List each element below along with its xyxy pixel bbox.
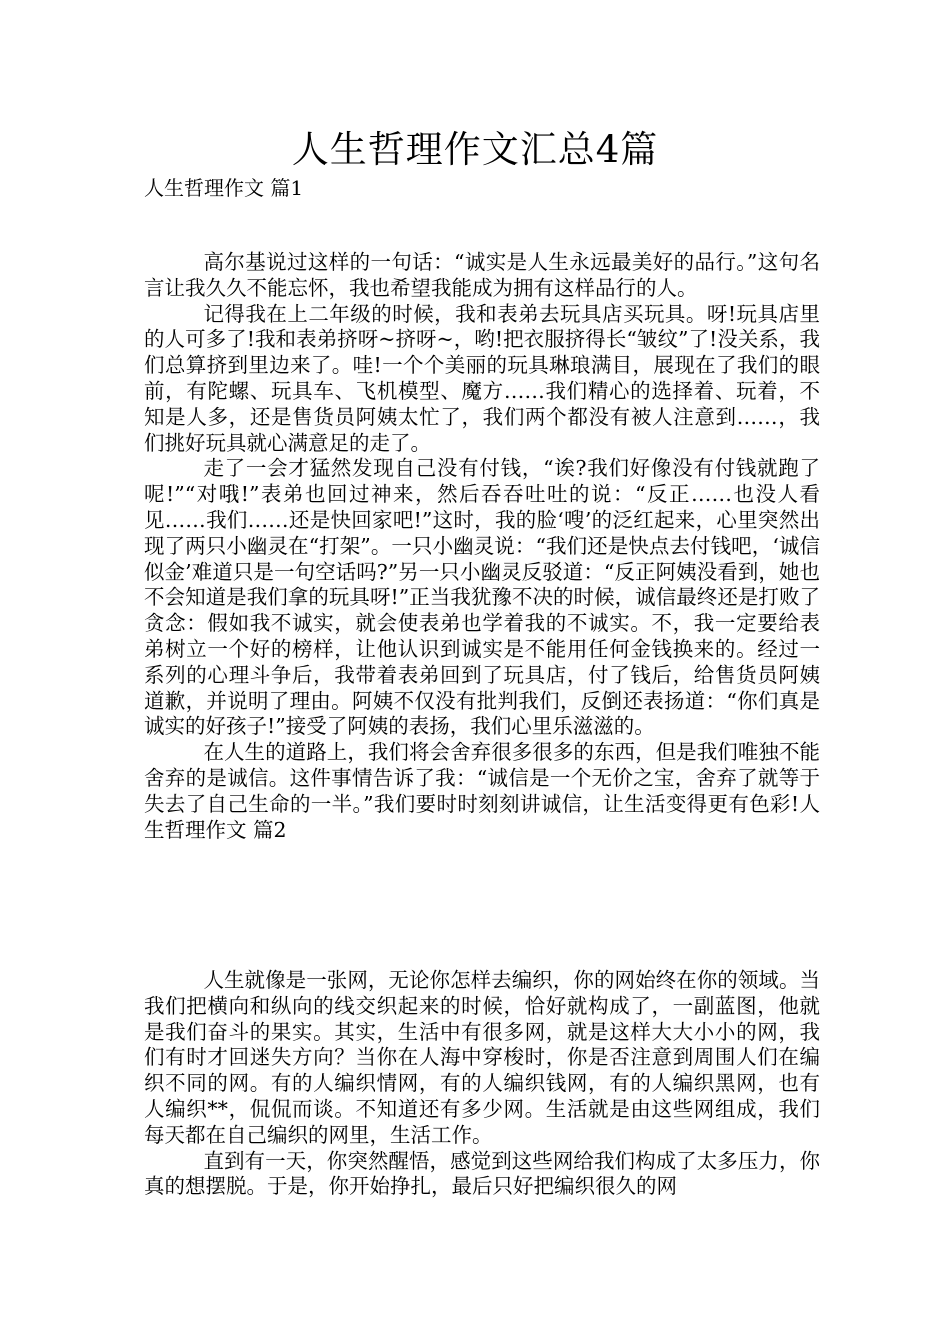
section-1-heading: 人生哲理作文 篇1 bbox=[144, 176, 304, 200]
paragraph: 走了一会才猛然发现自己没有付钱，“诶?我们好像没有付钱就跑了呢!”“对哦!”表弟也回过神来，然后吞吞吐吐的说：“反正……也没人看见……我们……还是快回家吧!”这时，我的脸‘嗖’的泛红起来，心里突然出现了两只小幽灵在“打架”。一只小幽灵说：“我们还是快点去付钱吧，‘诚信似金’难道只是一句空话吗?”另一只小幽灵反驳道：“反正阿姨没看到，她也不会知道是我们拿的玩具呀!”正当我犹豫不决的时候，诚信最终还是打败了贪念：假如我不诚实，就会使表弟也学着我的不诚实。不，我一定要给表弟树立一个好的榜样，让他认识到诚实是不能用任何金钱换来的。经过一系列的心理斗争后，我带着表弟回到了玩具店，付了钱后，给售货员阿姨道歉，并说明了理由。阿姨不仅没有批判我们，反倒还表扬道：“你们真是诚实的好孩子!”接受了阿姨的表扬，我们心里乐滋滋的。 bbox=[144, 456, 820, 739]
paragraph: 记得我在上二年级的时候，我和表弟去玩具店买玩具。呀!玩具店里的人可多了!我和表弟挤呀~挤呀~，哟!把衣服挤得长“皱纹”了!没关系，我们总算挤到里边来了。哇!一个个美丽的玩具琳琅满目，展现在了我们的眼前，有陀螺、玩具车、飞机模型、魔方……我们精心的选择着、玩着，不知是人多，还是售货员阿姨太忙了，我们两个都没有被人注意到……，我们挑好玩具就心满意足的走了。 bbox=[144, 301, 820, 455]
paragraph-text: 在人生的道路上，我们将会舍弃很多很多的东西，但是我们唯独不能舍弃的是诚信。这件事情告诉了我：“诚信是一个无价之宝，舍弃了就等于失去了自己生命的一半。”我们要时时刻刻讲诚信，让生活变得更有色彩! bbox=[144, 740, 820, 816]
document-title: 人生哲理作文汇总4篇 bbox=[291, 128, 659, 171]
paragraph: 直到有一天，你突然醒悟，感觉到这些网给我们构成了太多压力，你真的想摆脱。于是，你开始挣扎，最后只好把编织很久的网 bbox=[144, 1148, 820, 1199]
paragraph: 高尔基说过这样的一句话：“诚实是人生永远最美好的品行。”这句名言让我久久不能忘怀，我也希望我能成为拥有这样品行的人。 bbox=[144, 250, 820, 300]
section-2-heading: 人生哲理作文 篇2 bbox=[144, 791, 821, 842]
section-1-body bbox=[144, 250, 820, 843]
section-2-body bbox=[144, 968, 820, 1200]
paragraph bbox=[144, 740, 820, 843]
paragraph: 人生就像是一张网，无论你怎样去编织，你的网始终在你的领域。当我们把横向和纵向的线交织起来的时候，恰好就构成了，一副蓝图，他就是我们奋斗的果实。其实，生活中有很多网，就是这样大大小小的网，我们有时才回迷失方向？当你在人海中穿梭时，你是否注意到周围人们在编织不同的网。有的人编织情网，有的人编织钱网，有的人编织黑网，也有人编织**，侃侃而谈。不知道还有多少网。生活就是由这些网组成，我们每天都在自己编织的网里，生活工作。 bbox=[144, 968, 820, 1147]
